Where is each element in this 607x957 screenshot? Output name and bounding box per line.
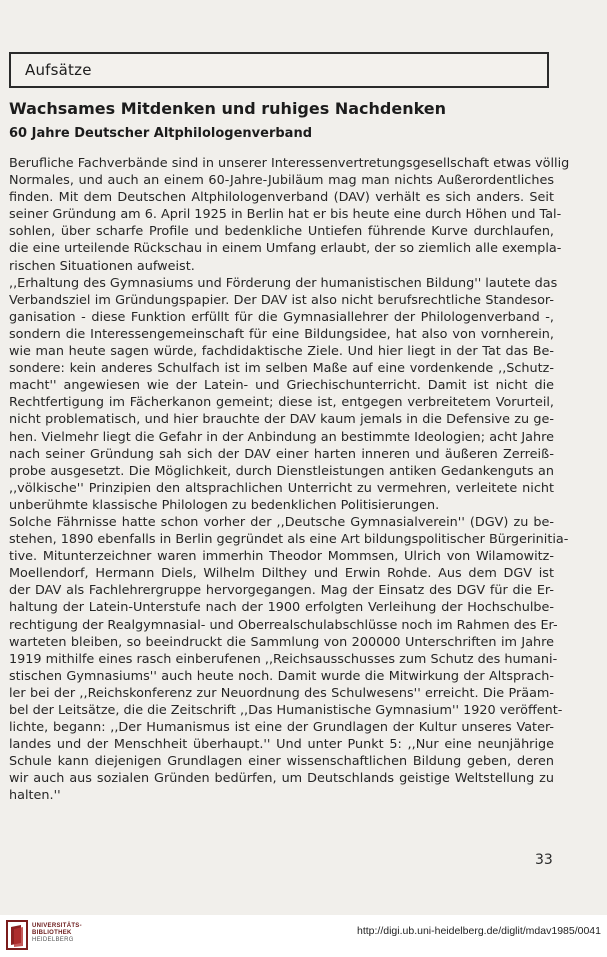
body-line: Schule kann diejenigen Grundlagen einer wissenschaftlichen Bildung geben, deren xyxy=(9,754,554,770)
body-line: halten.'' xyxy=(9,788,61,804)
section-label: Aufsätze xyxy=(25,61,92,79)
body-line: Berufliche Fachverbände sind in unserer Interessenvertretungsgesellschaft etwas völlig xyxy=(9,156,570,171)
body-line: ,,völkische'' Prinzipien den altsprachlichen Unterricht zu vermehren, verleitete nicht xyxy=(9,480,554,496)
body-line: bel der Leitsätze, die die Zeitschrift ,,Das Humanistische Gymnasium'' 1920 veröffent- xyxy=(9,703,563,718)
article-body xyxy=(9,155,570,805)
body-line: Solche Fährnisse hatte schon vorher der ,,Deutsche Gymnasialverein'' (DGV) zu be- xyxy=(9,514,554,530)
body-line: rischen Situationen aufweist. xyxy=(9,258,195,274)
body-line: Verbandsziel im Gründungspapier. Der DAV ist also nicht berufsrechtliche Standesor- xyxy=(9,292,554,308)
page-number: 33 xyxy=(535,852,553,868)
library-logo-text xyxy=(32,923,82,944)
logo-line-3: HEIDELBERG xyxy=(32,937,74,943)
body-line: macht'' angewiesen wie der Latein- und Griechischunterricht. Damit ist nicht die xyxy=(9,378,554,394)
body-line: ganisation - diese Funktion erfüllt für die Gymnasiallehrer der Philologenverband -, xyxy=(9,309,554,325)
body-line: 1919 mithilfe eines rasch einberufenen ,,Reichsausschusses zum Schutz des humani- xyxy=(9,651,558,667)
body-line: landes und der Menschheit überhaupt.'' Und unter Punkt 5: ,,Nur eine neunjährige xyxy=(9,737,554,753)
body-line: ,,Erhaltung des Gymnasiums und Förderung der humanistischen Bildung'' lautete das xyxy=(9,275,558,291)
body-line: Moellendorf, Hermann Diels, Wilhelm Dilthey und Erwin Rohde. Aus dem DGV ist xyxy=(9,566,554,582)
body-line: nicht problematisch, und hier brauchte der DAV kaum jemals in die Defensive zu ge- xyxy=(9,412,554,428)
body-line: die eine urteilende Rückschau in einem Umfang erlaubt, der so ziemlich alle exempla- xyxy=(9,241,562,257)
body-line: probe ausgesetzt. Die Möglichkeit, durch Dienstleistungen antiken Gedankenguts an xyxy=(9,463,554,479)
body-line: sondern die Interessengemeinschaft für eine Bildungsidee, hat also von vornherein, xyxy=(9,326,554,342)
body-line: Normales, und auch an einem 60-Jahre-Jubiläum mag man nichts Außerordentliches xyxy=(9,173,554,189)
body-line: finden. Mit dem Deutschen Altphilologenverband (DAV) verhält es sich anders. Seit xyxy=(9,190,554,206)
body-line: sohlen, über scharfe Profile und bedenkliche Untiefen führende Kurve durchlaufen, xyxy=(9,224,554,240)
body-line: der DAV als Fachlehrergruppe hervorgegangen. Mag der Einsatz des DGV für die Er- xyxy=(9,583,554,599)
body-line: wir auch aus sozialen Gründen bedürfen, um Deutschlands geistige Weltstellung zu xyxy=(9,771,554,787)
source-url-link[interactable]: http://digi.ub.uni-heidelberg.de/diglit/mdav1985/0041 xyxy=(356,925,601,937)
body-line: Rechtfertigung im Fächerkanon gemeint; diese ist, entgegen verbreitetem Vorurteil, xyxy=(9,395,554,411)
section-header-box xyxy=(9,52,549,88)
footer-bar xyxy=(0,915,607,957)
body-line: unberühmte klassische Philologen zu bedenklichen Politisierungen. xyxy=(9,497,440,513)
body-line: sondere: kein anderes Schulfach ist im selben Maße auf eine vordenkende ,,Schutz- xyxy=(9,361,554,377)
body-line: stischen Gymnasiums'' auch heute noch. Damit wurde die Mitwirkung der Altsprach- xyxy=(9,668,554,684)
body-line: wie man heute sagen würde, fachdidaktische Ziele. Und hier liegt in der Tat das Be- xyxy=(9,344,554,360)
body-line: lichte, begann: ,,Der Humanismus ist eine der Grundlagen der Kultur unseres Vater- xyxy=(9,720,554,736)
article-subtitle: 60 Jahre Deutscher Altphilologenverband xyxy=(9,126,313,141)
body-line: rechtigung der Realgymnasial- und Oberrealschulabschlüsse noch im Rahmen des Er- xyxy=(9,617,558,633)
library-logo-icon xyxy=(6,919,28,951)
article-title: Wachsames Mitdenken und ruhiges Nachdenken xyxy=(9,99,447,118)
body-line: tive. Mitunterzeichner waren immerhin Theodor Mommsen, Ulrich von Wilamowitz- xyxy=(9,549,554,565)
logo-line-1: UNIVERSITÄTS- xyxy=(32,923,82,929)
body-line: seiner Gründung am 6. April 1925 in Berlin hat er bis heute eine durch Höhen und Tal- xyxy=(9,207,562,223)
body-line: stehen, 1890 ebenfalls in Berlin gegründet als eine Art bildungspolitischer Bürgerinitia- xyxy=(9,532,569,548)
logo-line-2: BIBLIOTHEK xyxy=(32,930,72,936)
body-line: warteten bleiben, so beeindruckt die Sammlung von 200000 Unterschriften im Jahre xyxy=(9,634,554,650)
body-line: nach seiner Gründung sah sich der DAV einer harten inneren und äußeren Zerreiß- xyxy=(9,446,554,462)
body-line: hen. Vielmehr liegt die Gefahr in der Anbindung an bestimmte Ideologien; acht Jahre xyxy=(9,429,554,445)
body-line: ler bei der ,,Reichskonferenz zur Neuordnung des Schulwesens'' erreicht. Die Präam- xyxy=(9,685,554,701)
body-line: haltung der Latein-Unterstufe nach der 1900 erfolgten Verleihung der Hochschulbe- xyxy=(9,600,554,616)
